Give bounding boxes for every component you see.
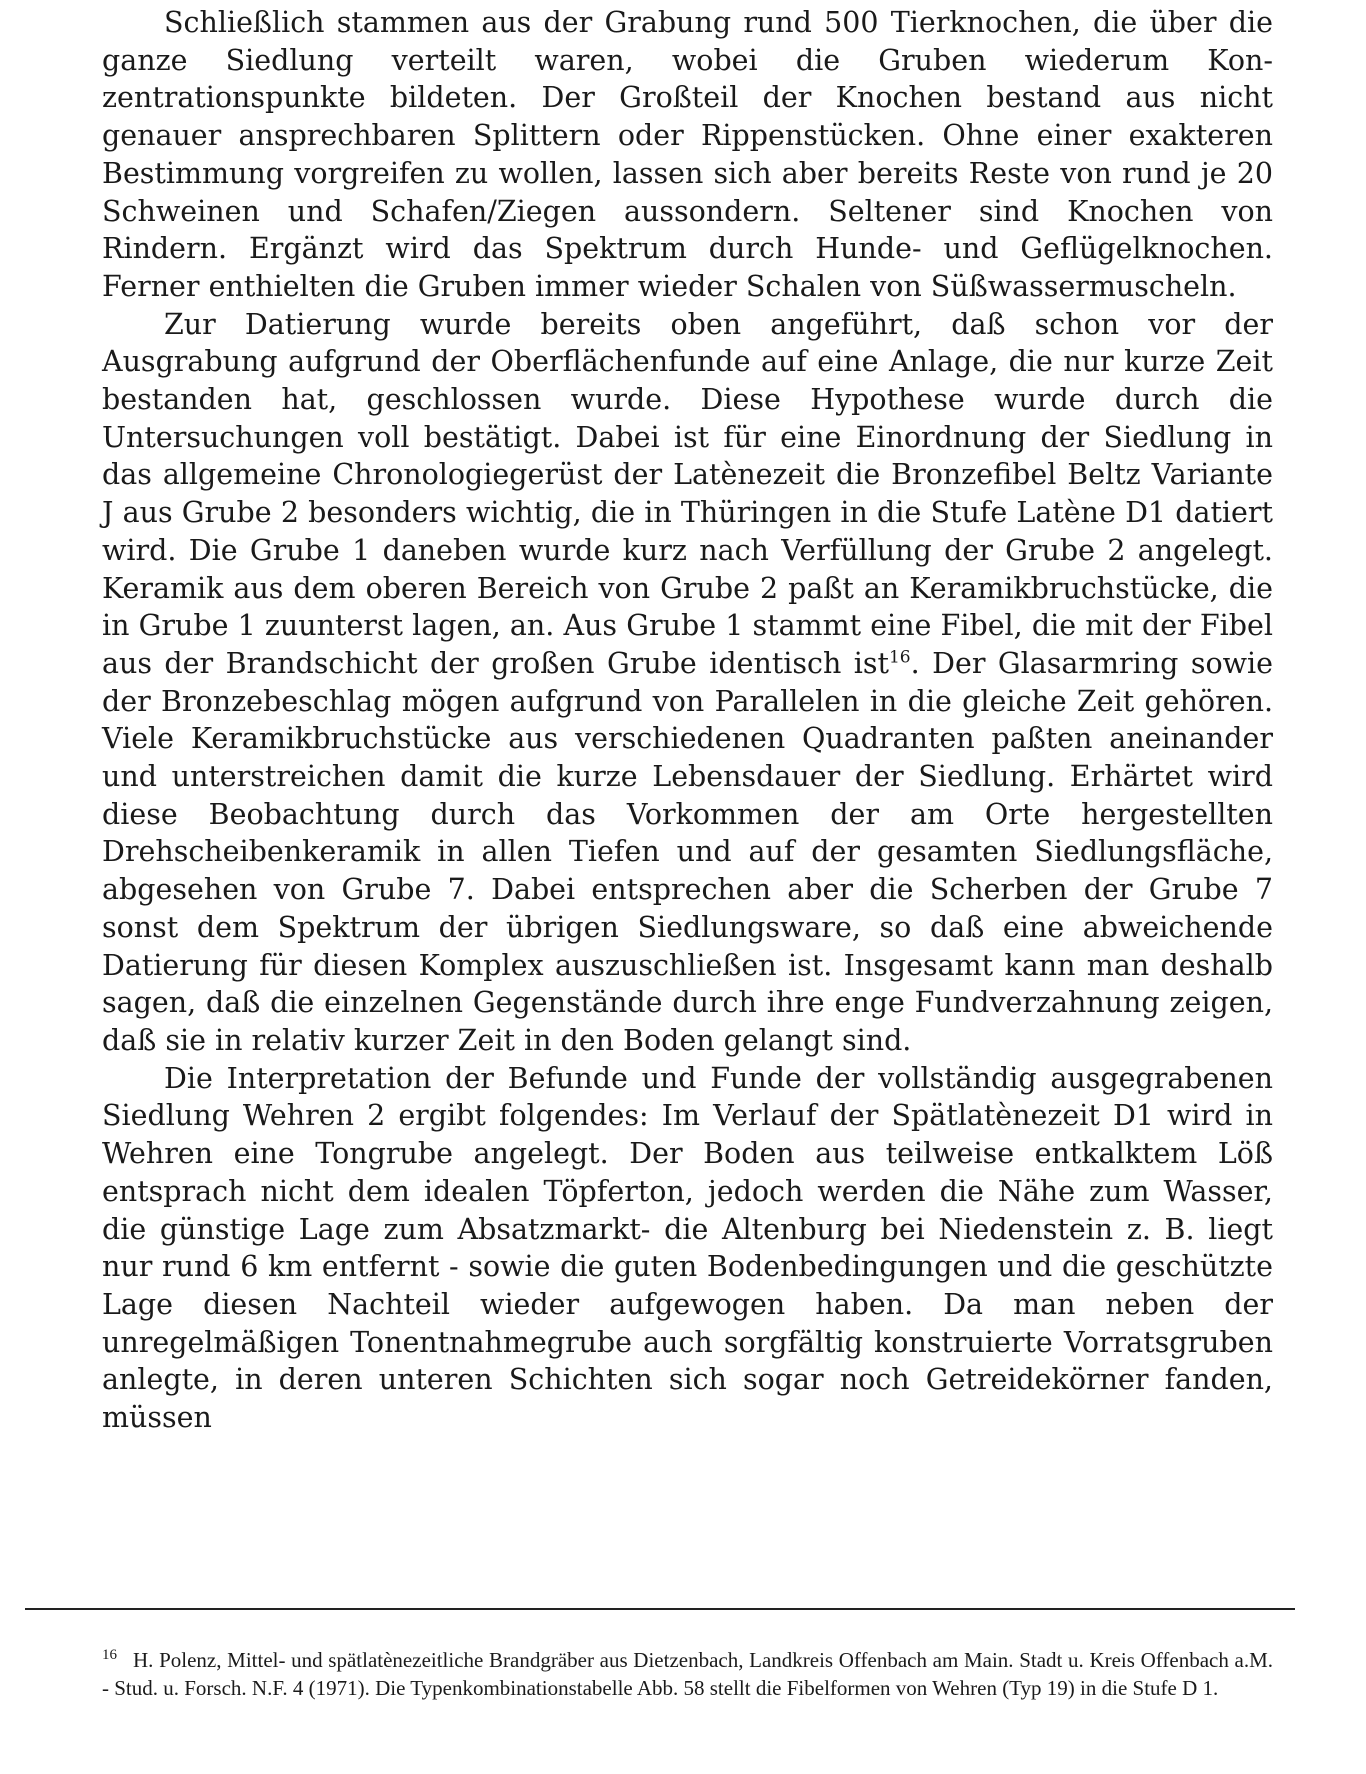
footnote-text: H. Polenz, Mittel- und spätlatènezeitliche Brandgräber aus Dietzenbach, Landkreis Offenbach am Main. Stadt u. Kreis Offenbach a.M. - Stud. u. Forsch. N.F. 4 (1971). Die Typenkombinationstabelle Abb. 58 stellt die Fibelformen von Wehren (Typ 19) in die Stufe D 1. bbox=[102, 1648, 1273, 1700]
paragraph-interpretation: Die Interpretation der Befunde und Funde der vollständig ausgegrabenen Siedlung Wehren 2 ergibt folgendes: Im Verlauf der Spätlatènezeit D1 wird in Wehren eine Tongrube angelegt. Der Boden aus teilweise entkalktem Löß entsprach nicht dem idealen Töpferton, jedoch werden die Nähe zum Wasser, die günstige Lage zum Absatzmarkt- die Altenburg bei Niedenstein z. B. liegt nur rund 6 km entfernt - sowie die guten Bodenbedingungen und die geschützte Lage diesen Nachteil wieder aufgewogen haben. Da man neben der unregelmäßigen Tonentnahmegrube auch sorgfältig konstruierte Vorratsgruben anlegte, in deren unteren Schichten sich sogar noch Getreidekörner fanden, müssen bbox=[102, 1061, 1273, 1435]
paragraph-animal-bones: Schließlich stammen aus der Grabung rund 500 Tierknochen, die über die ganze Siedlung verteilt waren, wobei die Gruben wiederum Konzentrationspunkte bildeten. Der Großteil der Knochen bestand aus nicht genauer ansprechbaren Splittern oder Rippenstücken. Ohne einer exakteren Bestimmung vorgreifen zu wollen, lassen sich aber bereits Reste von rund je 20 Schweinen und Schafen/Ziegen aussondern. Seltener sind Knochen von Rindern. Ergänzt wird das Spektrum durch Hunde- und Geflügelknochen. Ferner enthielten die Gruben immer wieder Schalen von Süßwassermuscheln. bbox=[102, 6, 1273, 303]
footnote-reference: 16 bbox=[888, 647, 911, 668]
paragraph-dating-text: Zur Datierung wurde bereits oben angeführt, daß schon vor der Ausgrabung aufgrund der Oberflächenfunde auf eine Anlage, die nur kurze Zeit bestanden hat, geschlossen wurde. Diese Hypothese wurde durch die Untersuchungen voll bestätigt. Dabei ist für eine Einordnung der Siedlung in das allgemeine Chronologiegerüst der Latènezeit die Bronzefibel Beltz Variante J aus Grube 2 besonders wichtig, die in Thüringen in die Stufe Latène D1 datiert wird. Die Grube 1 daneben wurde kurz nach Verfüllung der Grube 2 angelegt. Keramik aus dem oberen Bereich von Grube 2 paßt an Keramikbruchstücke, die in Grube 1 zuunterst lagen, an. Aus Grube 1 stammt eine Fibel, die mit der Fibel aus der Brandschicht der großen Grube identisch ist bbox=[102, 307, 1273, 680]
paragraph-dating-text-continued: . Der Glasarmring sowie der Bronzebeschlag mögen aufgrund von Parallelen in die gleiche Zeit gehören. Viele Keramikbruchstücke aus verschiedenen Quadranten paßten aneinander und unterstreichen damit die kurze Lebensdauer der Siedlung. Erhärtet wird diese Beobachtung durch das Vorkommen der am Orte hergestellten Drehscheibenkeramik in allen Tiefen und auf der gesamten Siedlungsfläche, abgesehen von Grube 7. Dabei entsprechen aber die Scherben der Grube 7 sonst dem Spektrum der übrigen Siedlungsware, so daß eine abweichende Datierung für diesen Komplex auszuschließen ist. Insgesamt kann man deshalb sagen, daß die einzelnen Gegenstände durch ihre enge Fundverzahnung zeigen, daß sie in relativ kurzer Zeit in den Boden gelangt sind. bbox=[102, 646, 1274, 1057]
paragraph-dating bbox=[102, 306, 1273, 1060]
footnote bbox=[102, 1646, 1273, 1702]
footnote-divider bbox=[25, 1608, 1295, 1610]
footnote-number: 16 bbox=[102, 1647, 117, 1663]
body-text bbox=[102, 4, 1273, 1437]
